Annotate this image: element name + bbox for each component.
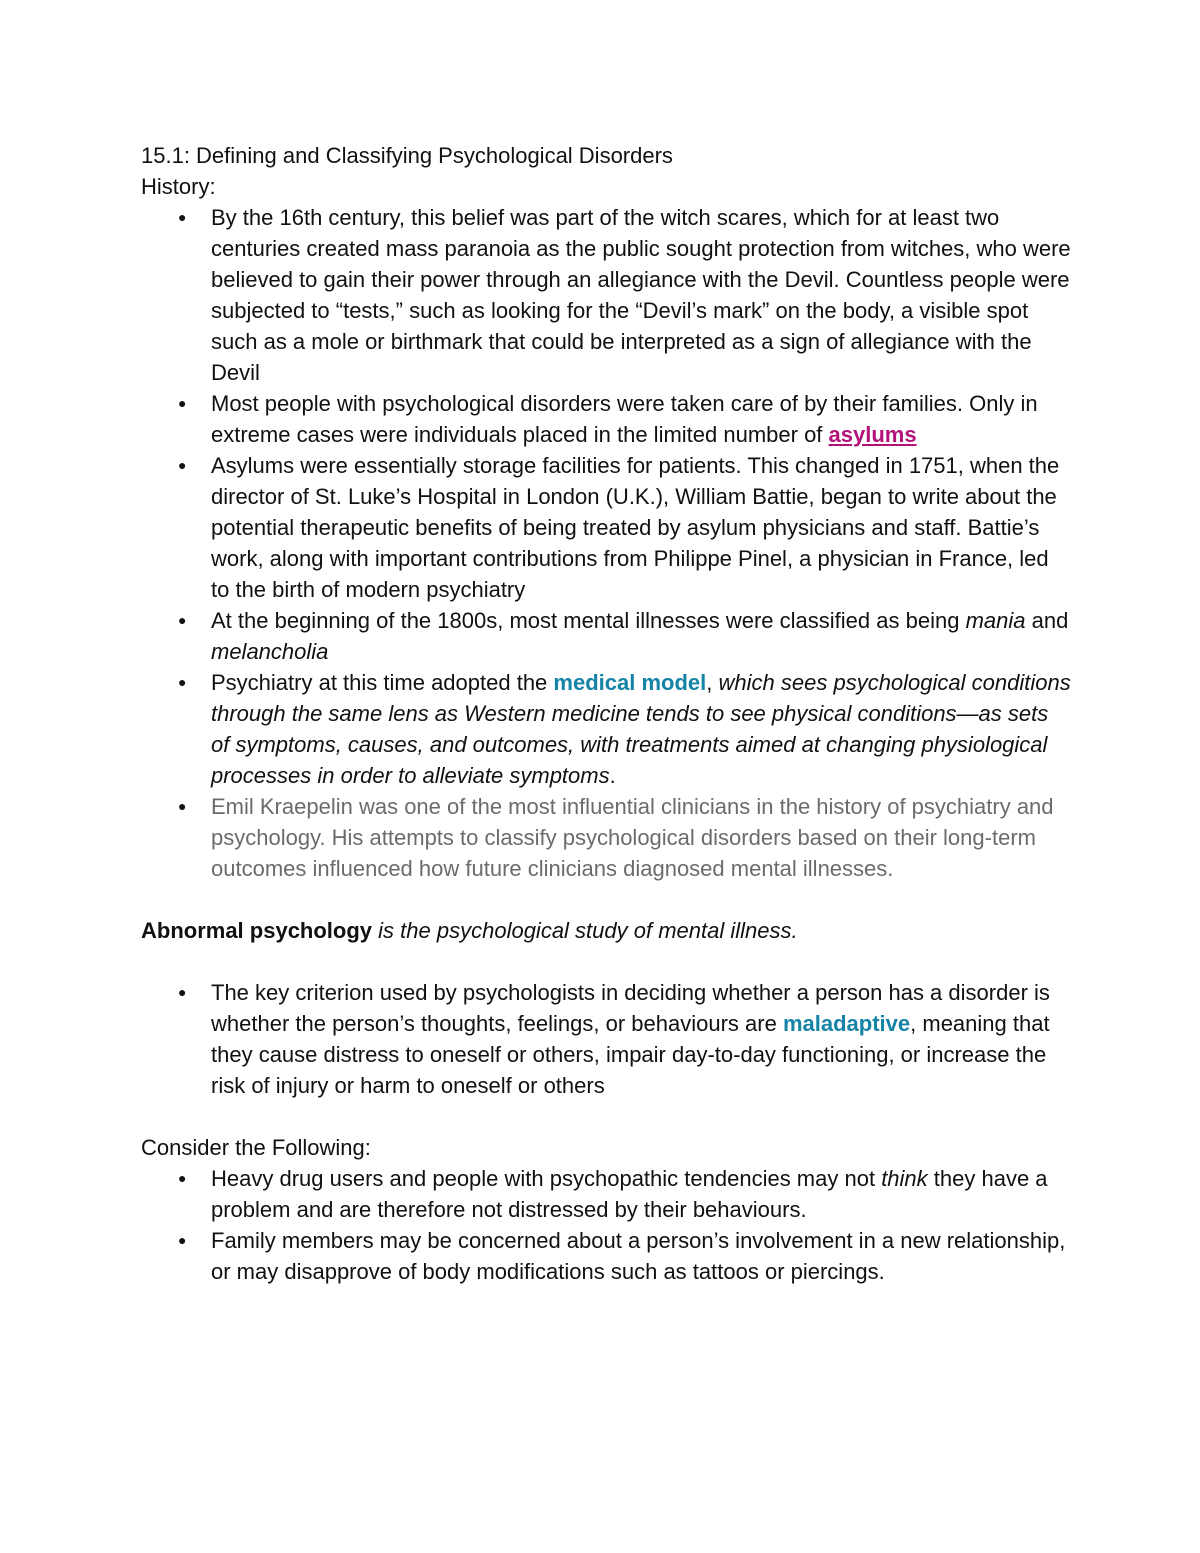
- bullet-icon: ●: [178, 674, 187, 690]
- comma: ,: [706, 670, 713, 695]
- list-item-text: Family members may be concerned about a person’s involvement in a new relationship, or may disapprove of body modifications such as tattoos or piercings.: [211, 1228, 1066, 1284]
- section-heading: 15.1: Defining and Classifying Psychological Disorders: [141, 143, 673, 168]
- history-label: History:: [141, 174, 216, 199]
- conjunction-text: and: [1031, 608, 1069, 633]
- medical-model-definition: which sees psychological conditions through the same lens as Western medicine tends to see physical conditions—as sets of symptoms, causes, and outcomes, with treatments aimed at changing physiological processes in order to alleviate symptoms: [211, 670, 1071, 788]
- list-item-text: Heavy drug users and people with psychopathic tendencies may not: [211, 1166, 876, 1191]
- criterion-list: [141, 977, 1071, 1101]
- list-item: [178, 667, 1071, 791]
- bullet-icon: ●: [178, 209, 187, 225]
- list-item-text: they have a problem and are therefore not distressed by their behaviours.: [211, 1166, 1048, 1222]
- list-item: [178, 977, 1071, 1101]
- term-melancholia: melancholia: [211, 639, 329, 664]
- spacer: [141, 946, 1071, 977]
- list-item: [178, 791, 1071, 884]
- bullet-icon: ●: [178, 395, 187, 411]
- list-item-text: Psychiatry at this time adopted the: [211, 670, 548, 695]
- list-item-text: Emil Kraepelin was one of the most influential clinicians in the history of psychiatry and psychology. His attempts to classify psychological disorders based on their long-term outcomes influenced how future clinicians diagnosed mental illnesses.: [211, 794, 1054, 881]
- abnormal-definition: [141, 915, 1071, 946]
- consider-label: Consider the Following:: [141, 1135, 371, 1160]
- term-mania: mania: [965, 608, 1026, 633]
- bullet-icon: ●: [178, 1232, 187, 1248]
- list-item: [178, 1163, 1071, 1225]
- term-abnormal-psychology: Abnormal psychology: [141, 918, 373, 943]
- asylums-link[interactable]: asylums: [828, 422, 917, 447]
- emphasis-think: think: [881, 1166, 928, 1191]
- list-item: [178, 388, 1071, 450]
- period: .: [609, 763, 616, 788]
- term-medical-model: medical model: [553, 670, 707, 695]
- list-item-text: Asylums were essentially storage facilities for patients. This changed in 1751, when the director of St. Luke’s Hospital in London (U.K.), William Battie, began to write about the potential therapeutic benefits of being treated by asylum physicians and staff. Battie’s work, along with important contributions from Philippe Pinel, a physician in France, led to the birth of modern psychiatry: [211, 453, 1060, 602]
- spacer: [141, 1101, 1071, 1132]
- bullet-icon: ●: [178, 612, 187, 628]
- list-item: [178, 605, 1071, 667]
- bullet-icon: ●: [178, 457, 187, 473]
- list-item: [178, 1225, 1071, 1287]
- bullet-icon: ●: [178, 984, 187, 1000]
- list-item-text: The key criterion used by psychologists in deciding whether a person has a disorder is whether the person’s thoughts, feelings, or behaviours are: [211, 980, 1050, 1036]
- term-maladaptive: maladaptive: [782, 1011, 911, 1036]
- bullet-icon: ●: [178, 1170, 187, 1186]
- consider-list: [141, 1163, 1071, 1287]
- abnormal-psychology-definition: is the psychological study of mental illness.: [378, 918, 798, 943]
- spacer: [141, 884, 1071, 915]
- history-list: [141, 202, 1071, 884]
- document-page: [141, 140, 1071, 1287]
- list-item-text: At the beginning of the 1800s, most mental illnesses were classified as being: [211, 608, 960, 633]
- list-item-text: , meaning that they cause distress to oneself or others, impair day-to-day functioning, or increase the risk of injury or harm to oneself or others: [211, 1011, 1050, 1098]
- list-item: [178, 202, 1071, 388]
- list-item-text: Most people with psychological disorders were taken care of by their families. Only in extreme cases were individuals placed in the limited number of: [211, 391, 1038, 447]
- list-item: [178, 450, 1071, 605]
- bullet-icon: ●: [178, 798, 187, 814]
- list-item-text: By the 16th century, this belief was part of the witch scares, which for at least two centuries created mass paranoia as the public sought protection from witches, who were believed to gain their power through an allegiance with the Devil. Countless people were subjected to “tests,” such as looking for the “Devil’s mark” on the body, a visible spot such as a mole or birthmark that could be interpreted as a sign of allegiance with the Devil: [211, 205, 1071, 385]
